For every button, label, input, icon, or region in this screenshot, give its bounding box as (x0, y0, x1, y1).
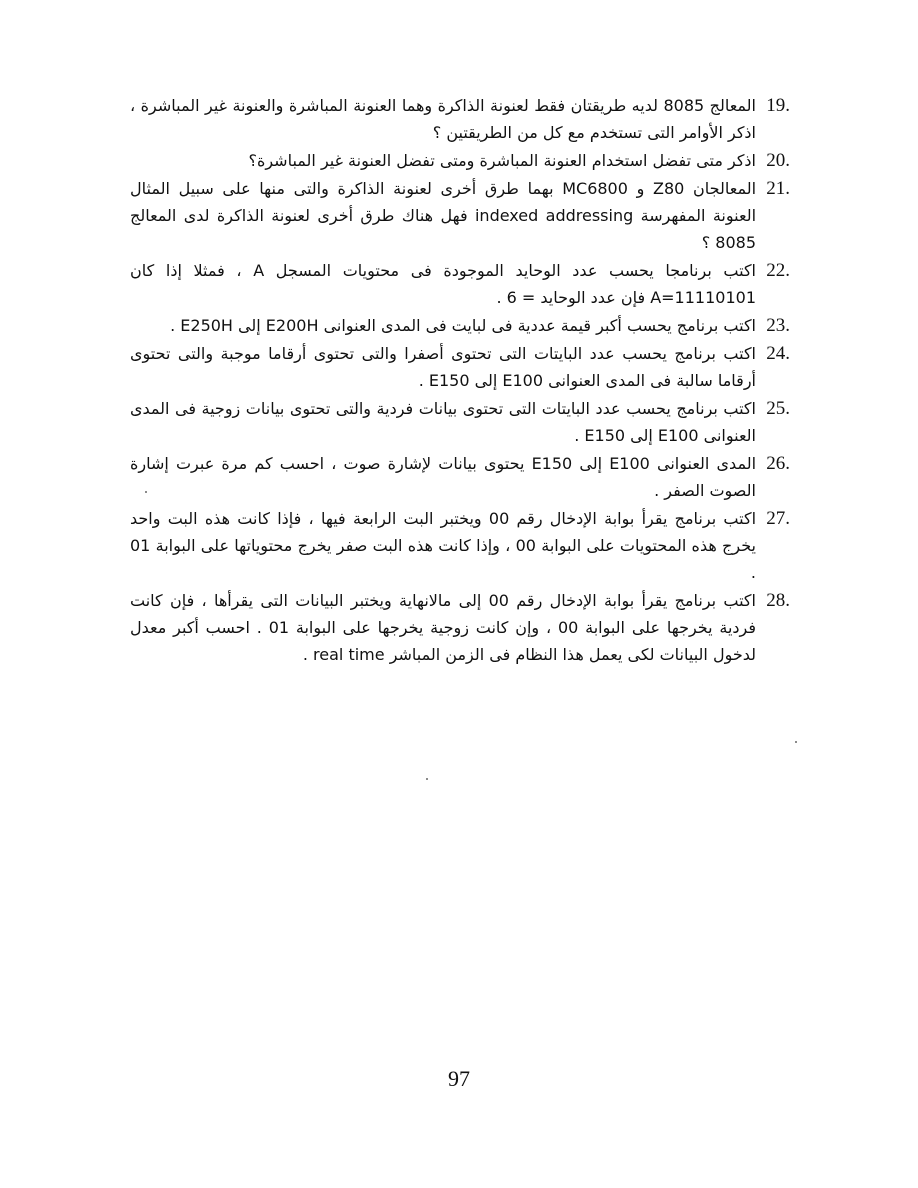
question-item (130, 340, 790, 394)
question-number: 27. (766, 508, 790, 529)
question-number: 28. (766, 590, 790, 611)
question-number: 20. (766, 150, 790, 171)
page-number: 97 (448, 1066, 470, 1091)
question-item (130, 257, 790, 311)
question-item (130, 312, 790, 339)
question-item (130, 587, 790, 668)
question-item (130, 92, 790, 146)
question-text: المدى العنوانى E100 إلى E150 يحتوى بيانات لإشارة صوت ، احسب كم مرة عبرت إشارة الصوت الصفر . (130, 454, 757, 500)
question-text: المعالجان Z80 و MC6800 بهما طرق أخرى لعنونة الذاكرة والتى منها على سبيل المثال العنونة المفهرسة indexed addressing فهل هناك طرق أخرى لعنونة الذاكرة لدى المعالج 8085 ؟ (130, 179, 757, 252)
scan-speck (145, 491, 147, 493)
question-item (130, 175, 790, 256)
question-item (130, 147, 790, 174)
question-number: 22. (766, 260, 790, 281)
question-text: اكتب برنامجا يحسب عدد الوحايد الموجودة فى محتويات المسجل A ، فمثلا إذا كان A=11110101 فإن عدد الوحايد = 6 . (130, 261, 757, 307)
question-text: اكتب برنامج يقرأ بوابة الإدخال رقم 00 ويختبر البت الرابعة فيها ، فإذا كانت هذه البت واحد يخرج هذه المحتويات على البوابة 00 ، وإذا كانت هذه البت صفر يخرج محتوياتها على البوابة 01 . (130, 509, 757, 582)
scan-speck (795, 741, 797, 743)
question-text: اكتب برنامج يحسب عدد البايتات التى تحتوى بيانات فردية والتى تحتوى بيانات زوجية فى المدى العنوانى E100 إلى E150 . (130, 399, 756, 445)
question-text: اكتب برنامج يحسب أكبر قيمة عددية فى لبايت فى المدى العنوانى E200H إلى E250H . (170, 316, 756, 335)
question-text: اكتب برنامج يقرأ بوابة الإدخال رقم 00 إلى مالانهاية ويختبر البيانات التى يقرأها ، فإن كانت فردية يخرجها على البوابة 00 ، وإن كانت زوجية يخرجها على البوابة 01 . احسب أكبر معدل لدخول البيانات لكى يعمل هذا النظام فى الزمن المباشر real time . (130, 591, 757, 664)
question-item (130, 505, 790, 586)
scan-speck (426, 778, 428, 780)
question-text: المعالج 8085 لديه طريقتان فقط لعنونة الذاكرة وهما العنونة المباشرة والعنونة غير المباشرة ، اذكر الأوامر التى تستخدم مع كل من الطريقتين ؟ (130, 96, 757, 142)
question-item (130, 450, 790, 504)
question-text: اذكر متى تفضل استخدام العنونة المباشرة ومتى تفضل العنونة غير المباشرة؟ (248, 151, 756, 170)
question-text: اكتب برنامج يحسب عدد البايتات التى تحتوى أصفرا والتى تحتوى أرقاما موجبة والتى تحتوى أرقاما سالبة فى المدى العنوانى E100 إلى E150 . (130, 344, 756, 390)
question-number: 21. (766, 178, 790, 199)
question-number: 25. (766, 398, 790, 419)
question-number: 19. (766, 95, 790, 116)
question-item (130, 395, 790, 449)
question-number: 24. (766, 343, 790, 364)
question-list (130, 92, 790, 669)
question-number: 26. (766, 453, 790, 474)
question-number: 23. (766, 315, 790, 336)
